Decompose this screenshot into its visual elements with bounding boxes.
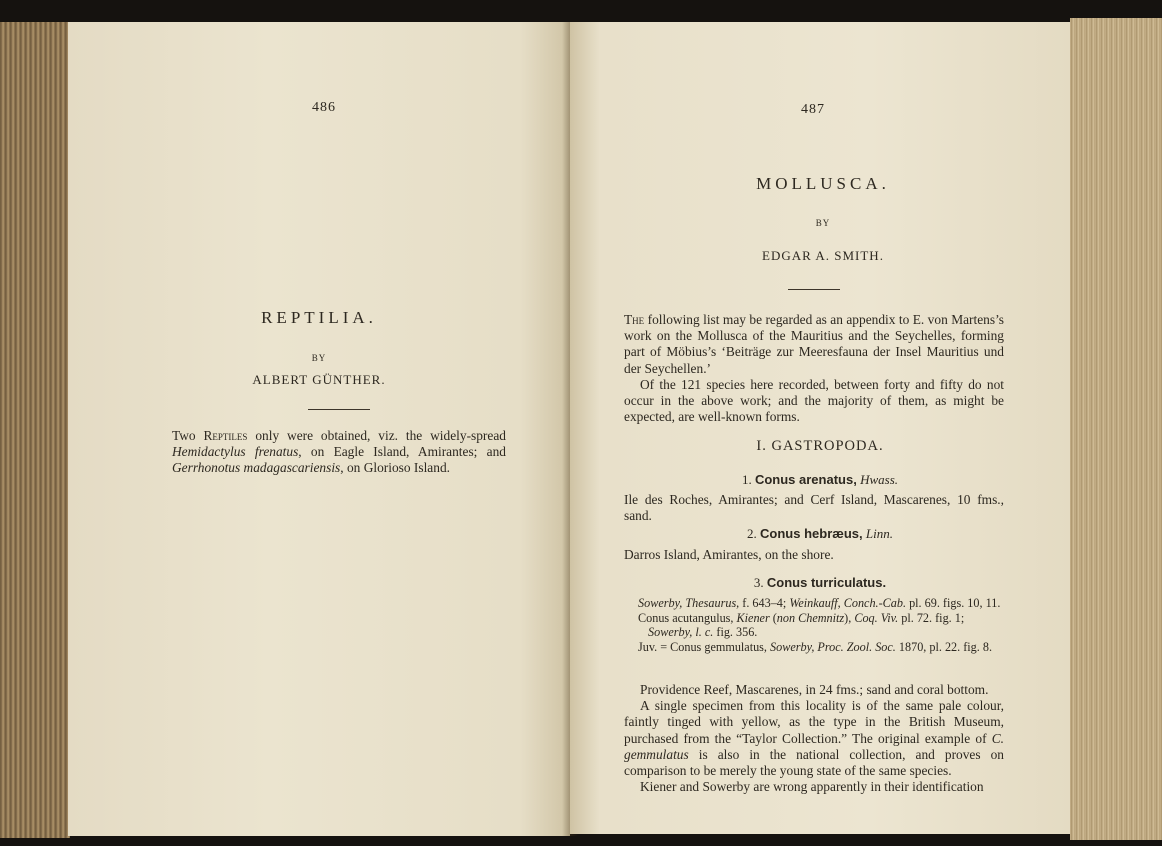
divider-rule xyxy=(308,409,370,410)
by-line: BY xyxy=(311,353,327,363)
text-run: A single specimen from this locality is of the same pale colour, faintly tinged with yellow, as the type in the British Museum, purchased from the “Taylor Collection.” The original example of xyxy=(624,698,1004,746)
text-run: Conus acutangulus, xyxy=(638,610,737,625)
book-edge-right xyxy=(1070,18,1162,840)
species-author: Linn. xyxy=(865,526,893,541)
text-run: Reptiles xyxy=(203,428,248,443)
species-name: Gerrhonotus madagascariensis xyxy=(172,460,341,476)
text-run: Two xyxy=(172,428,204,443)
author-name: EDGAR A. SMITH. xyxy=(762,248,884,263)
species-number: 3. xyxy=(753,575,764,590)
species-heading xyxy=(570,575,1070,591)
text-run: following list may be regarded as an appendix to E. von Martens’s work on the Mollusca of the Mauritius and the Seychelles, forming part of Möbius’s ‘Beiträge zur Meeresfauna der Insel Mauritius und der Seychellen.’ xyxy=(624,312,1004,376)
text-run: ( xyxy=(769,610,777,625)
species-author: Hwass. xyxy=(860,472,899,487)
body-paragraph xyxy=(172,428,506,477)
section-title: REPTILIA. xyxy=(261,308,377,327)
text-run: ), xyxy=(844,610,855,625)
paragraph: Darros Island, Amirantes, on the shore. xyxy=(624,547,834,562)
text-run: pl. 72. fig. 1; xyxy=(898,610,965,625)
species-discussion xyxy=(624,682,1004,795)
author-name: ALBERT GÜNTHER. xyxy=(252,372,386,387)
text-run: Sowerby, Proc. Zool. Soc. xyxy=(770,639,896,654)
text-run: The xyxy=(624,312,645,327)
species-name: Conus hebræus, xyxy=(760,526,863,541)
species-number: 2. xyxy=(747,526,757,541)
paragraph: Providence Reef, Mascarenes, in 24 fms.; sand and coral bottom. xyxy=(640,682,989,697)
section-heading: I. GASTROPODA. xyxy=(756,438,884,454)
species-name: Conus turriculatus. xyxy=(766,575,887,590)
text-run: f. 643–4; xyxy=(739,596,790,610)
text-run: , on Eagle Island, Amirantes; and xyxy=(298,444,507,460)
text-run: 1870, pl. 22. fig. 8. xyxy=(895,639,993,654)
right-page xyxy=(570,22,1070,834)
text-run: Juv. = Conus gemmulatus, xyxy=(638,639,771,654)
page-number: 487 xyxy=(801,102,825,117)
page-number: 486 xyxy=(312,100,336,115)
left-page xyxy=(68,22,570,836)
section-title: MOLLUSCA. xyxy=(756,174,890,193)
book-edge-left xyxy=(0,22,70,838)
synonymy-list xyxy=(638,596,1006,654)
species-heading xyxy=(570,526,1070,542)
species-name: Hemidactylus frenatus xyxy=(172,444,299,460)
text-run: Kiener xyxy=(736,610,770,625)
paragraph: Of the 121 species here recorded, between forty and fifty do not occur in the above work; and the majority of them, as might be expected, are well-known forms. xyxy=(624,376,1004,425)
text-run: only were obtained, viz. the widely-spread xyxy=(247,428,506,443)
by-line: BY xyxy=(815,218,831,228)
divider-rule xyxy=(788,289,840,290)
species-locality xyxy=(624,492,1004,524)
text-run: pl. 69. figs. 10, 11. xyxy=(906,596,1001,610)
intro-text xyxy=(624,312,1004,425)
species-number: 1. xyxy=(741,472,752,487)
text-run: , on Glorioso Island. xyxy=(340,460,450,476)
text-run: Sowerby, Thesaurus, xyxy=(638,596,740,610)
species-locality xyxy=(624,547,1004,563)
species-heading xyxy=(570,472,1070,488)
species-name: C. gemmulatus xyxy=(624,730,1004,762)
species-name: Conus arenatus, xyxy=(754,472,857,487)
text-run: is also in the national collection, and proves on comparison to be merely the young state of the same species. xyxy=(624,746,1004,779)
text-run: Coq. Viv. xyxy=(854,610,899,625)
text-run: Sowerby, l. c. xyxy=(648,625,714,639)
text-run: fig. 356. xyxy=(713,625,758,639)
text-run: non Chemnitz xyxy=(776,610,845,625)
paragraph: Ile des Roches, Amirantes; and Cerf Island, Mascarenes, 10 fms., sand. xyxy=(624,492,1004,524)
paragraph: Kiener and Sowerby are wrong apparently in their identification xyxy=(640,779,984,795)
text-run: Weinkauff, Conch.-Cab. xyxy=(789,596,907,610)
